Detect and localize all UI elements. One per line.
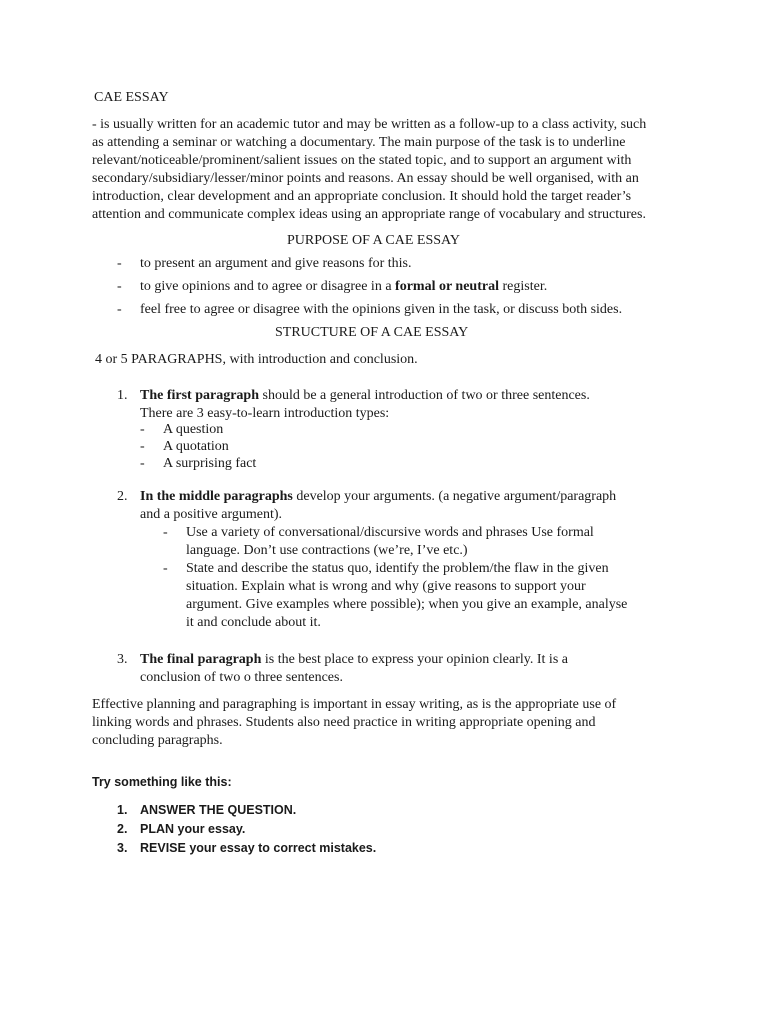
closing-line: Effective planning and paragraphing is important in essay writing, as is the appropriate use of (92, 697, 617, 712)
intro-line: relevant/noticeable/prominent/salient issues on the stated topic, and to support an argument with (92, 153, 632, 168)
closing-line: concluding paragraphs. (92, 733, 223, 748)
intro-type: A quotation (163, 439, 229, 454)
purpose-item: to present an argument and give reasons for this. (140, 256, 412, 271)
intro-line: - is usually written for an academic tutor and may be written as a follow-up to a class activity, such (92, 117, 647, 132)
structure-heading: STRUCTURE OF A CAE ESSAY (275, 325, 469, 340)
intro-line: as attending a seminar or watching a documentary. The main purpose of the task is to underline (92, 135, 626, 150)
paragraph-item: The first paragraph should be a general introduction of two or three sentences. (140, 388, 590, 403)
list-number: 2. (117, 489, 128, 504)
structure-subline: 4 or 5 PARAGRAPHS, with introduction and conclusion. (95, 352, 418, 367)
sub-point-line: argument. Give examples where possible); when you give an example, analyse (186, 597, 628, 612)
bullet-dash: - (117, 279, 122, 294)
paragraph-item-line: There are 3 easy-to-learn introduction types: (140, 406, 390, 421)
try-item: ANSWER THE QUESTION. (140, 803, 297, 817)
list-number: 3. (117, 652, 128, 667)
intro-type: A surprising fact (163, 456, 257, 471)
bullet-dash: - (163, 561, 168, 576)
intro-line: secondary/subsidiary/lesser/minor points and reasons. An essay should be well organised, with an (92, 171, 639, 186)
try-number: 1. (117, 803, 128, 817)
bullet-dash: - (140, 422, 145, 437)
list-number: 1. (117, 388, 128, 403)
sub-point-line: it and conclude about it. (186, 615, 321, 630)
paragraph-item-line: conclusion of two o three sentences. (140, 670, 343, 685)
sub-point-line: situation. Explain what is wrong and why (give reasons to support your (186, 579, 586, 594)
try-heading: Try something like this: (92, 775, 232, 789)
bullet-dash: - (117, 256, 122, 271)
purpose-item: to give opinions and to agree or disagree in a formal or neutral register. (140, 279, 548, 294)
sub-point-line: State and describe the status quo, identify the problem/the flaw in the given (186, 561, 609, 576)
purpose-item: feel free to agree or disagree with the opinions given in the task, or discuss both sides. (140, 302, 623, 317)
bullet-dash: - (163, 525, 168, 540)
try-number: 2. (117, 822, 128, 836)
purpose-heading: PURPOSE OF A CAE ESSAY (287, 233, 460, 248)
paragraph-item-line: and a positive argument). (140, 507, 283, 522)
intro-line: introduction, clear development and an appropriate conclusion. It should hold the target reader’s (92, 189, 632, 204)
try-item: PLAN your essay. (140, 822, 246, 836)
bullet-dash: - (140, 439, 145, 454)
closing-line: linking words and phrases. Students also need practice in writing appropriate opening and (92, 715, 596, 730)
try-number: 3. (117, 841, 128, 855)
sub-point-line: Use a variety of conversational/discursive words and phrases Use formal (186, 525, 594, 540)
intro-line: attention and communicate complex ideas using an appropriate range of vocabulary and structures. (92, 207, 646, 222)
try-item: REVISE your essay to correct mistakes. (140, 841, 377, 855)
paragraph-item: The final paragraph is the best place to express your opinion clearly. It is a (140, 652, 568, 667)
paragraph-item: In the middle paragraphs develop your arguments. (a negative argument/paragraph (140, 489, 617, 504)
document-title: CAE ESSAY (94, 90, 169, 105)
intro-type: A question (163, 422, 224, 437)
bullet-dash: - (117, 302, 122, 317)
sub-point-line: language. Don’t use contractions (we’re, I’ve etc.) (186, 543, 468, 558)
bullet-dash: - (140, 456, 145, 471)
